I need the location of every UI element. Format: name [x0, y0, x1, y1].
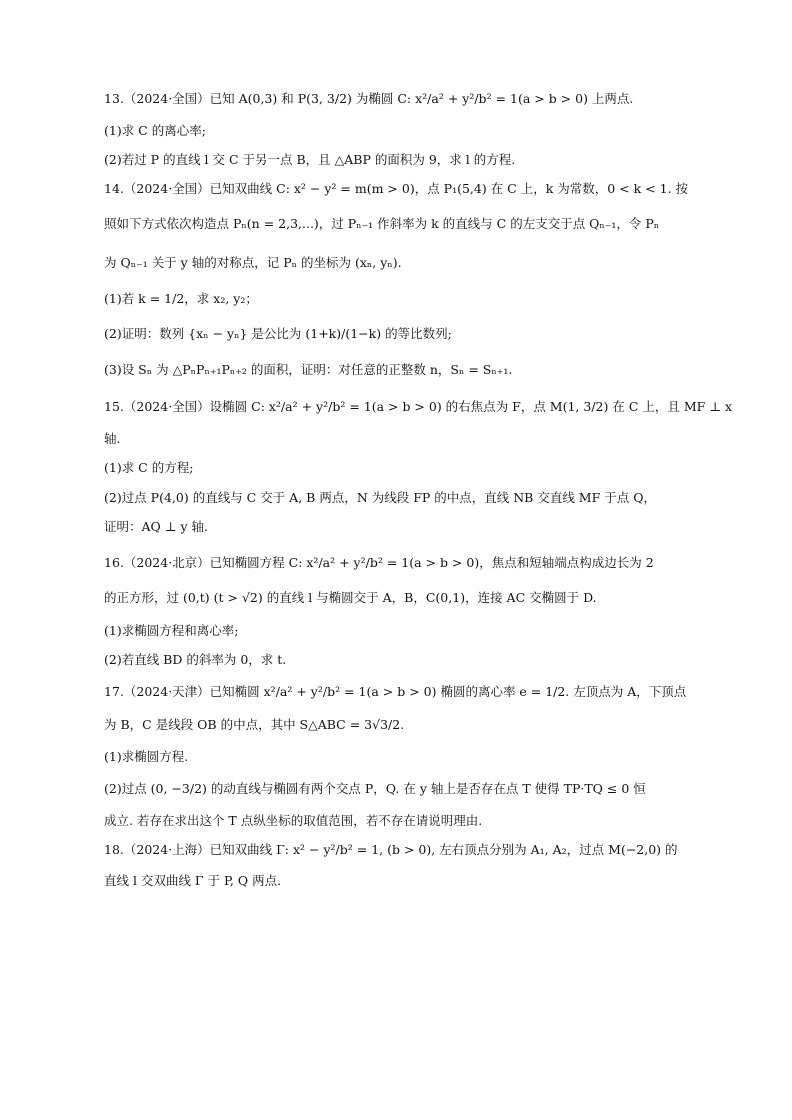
- problem-16-line-2: 的正方形，过 (0,t) (t > √2) 的直线 l 与椭圆交于 A，B，C(0,1)，连接 AC 交椭圆于 D.: [104, 590, 597, 605]
- problem-15-line-5: 证明：AQ ⊥ y 轴.: [104, 519, 208, 534]
- problem-14-line-1: 14.（2024·全国）已知双曲线 C: x² − y² = m(m > 0)，点 P₁(5,4) 在 C 上，k 为常数，0 < k < 1. 按: [104, 181, 689, 196]
- problem-15-line-4: (2)过点 P(4,0) 的直线与 C 交于 A, B 两点，N 为线段 FP 的中点，直线 NB 交直线 MF 于点 Q，: [104, 490, 656, 505]
- problem-16-line-4: (2)若直线 BD 的斜率为 0，求 t.: [104, 652, 287, 667]
- problem-14-line-6: (3)设 Sₙ 为 △PₙPₙ₊₁Pₙ₊₂ 的面积，证明：对任意的正整数 n，Sₙ = Sₙ₊₁.: [104, 362, 513, 377]
- problem-14-line-4: (1)若 k = 1/2，求 x₂, y₂；: [104, 291, 258, 306]
- problem-16-line-3: (1)求椭圆方程和离心率;: [104, 623, 239, 638]
- problem-13-line-2: (1)求 C 的离心率;: [104, 123, 206, 138]
- problem-17-line-2: 为 B，C 是线段 OB 的中点，其中 S△ABC = 3√3/2.: [104, 717, 405, 732]
- problem-13-line-1: 13.（2024·全国）已知 A(0,3) 和 P(3, 3/2) 为椭圆 C: x²/a² + y²/b² = 1(a > b > 0) 上两点.: [104, 91, 634, 106]
- problem-17-line-1: 17.（2024·天津）已知椭圆 x²/a² + y²/b² = 1(a > b > 0) 椭圆的离心率 e = 1/2. 左顶点为 A，下顶点: [104, 684, 687, 699]
- problem-14-line-5: (2)证明：数列 {xₙ − yₙ} 是公比为 (1+k)/(1−k) 的等比数列;: [104, 326, 452, 341]
- problem-18-line-1: 18.（2024·上海）已知双曲线 Γ: x² − y²/b² = 1, (b > 0), 左右顶点分别为 A₁, A₂，过点 M(−2,0) 的: [104, 842, 678, 857]
- problem-14-line-2: 照如下方式依次构造点 Pₙ(n = 2,3,...)，过 Pₙ₋₁ 作斜率为 k 的直线与 C 的左支交于点 Qₙ₋₁，令 Pₙ: [104, 216, 660, 231]
- problem-17-line-3: (1)求椭圆方程.: [104, 749, 189, 764]
- problem-15-line-3: (1)求 C 的方程;: [104, 460, 194, 475]
- problem-15-line-1: 15.（2024·全国）设椭圆 C: x²/a² + y²/b² = 1(a > b > 0) 的右焦点为 F，点 M(1, 3/2) 在 C 上，且 MF ⊥ x: [104, 399, 733, 414]
- problem-17-line-5: 成立. 若存在求出这个 T 点纵坐标的取值范围，若不存在请说明理由.: [104, 813, 483, 828]
- problem-18-line-2: 直线 l 交双曲线 Γ 于 P, Q 两点.: [104, 873, 282, 888]
- problem-14-line-3: 为 Qₙ₋₁ 关于 y 轴的对称点，记 Pₙ 的坐标为 (xₙ, yₙ).: [104, 255, 402, 270]
- problem-13-line-3: (2)若过 P 的直线 l 交 C 于另一点 B，且 △ABP 的面积为 9，求 l 的方程.: [104, 152, 516, 167]
- problem-17-line-4: (2)过点 (0, −3/2) 的动直线与椭圆有两个交点 P，Q. 在 y 轴上是否存在点 T 使得 TP·TQ ≤ 0 恒: [104, 781, 646, 796]
- problem-15-line-2: 轴.: [104, 431, 121, 446]
- problem-16-line-1: 16.（2024·北京）已知椭圆方程 C: x²/a² + y²/b² = 1(a > b > 0)，焦点和短轴端点构成边长为 2: [104, 555, 654, 570]
